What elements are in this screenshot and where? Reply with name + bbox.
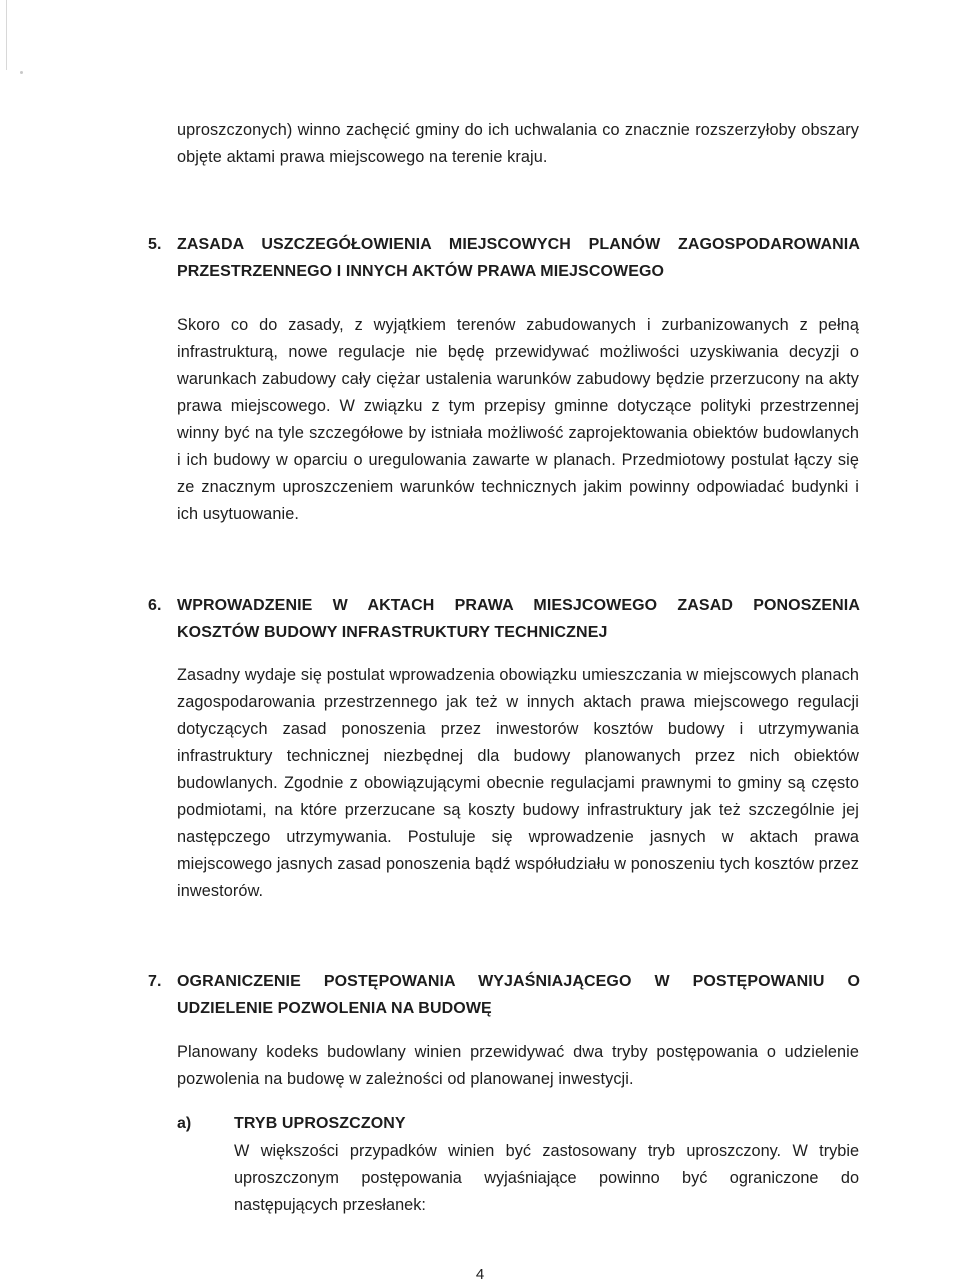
section-6-paragraph: Zasadny wydaje się postulat wprowadzenia obowiązku umieszczania w miejscowych planach zagospodarowania przestrzennego jak też w innych aktach prawa miejscowego regulacji dotyczących zasad ponoszenia przez inwestorów kosztów budowy i utrzymywania infrastruktury technicznej niezbędnej dla budowy planowanych przez nich obiektów budowlanych. Zgodnie z obowiązującymi obecnie regulacjami prawnymi to gminy są często podmiotami, na które przerzucane są koszty budowy infrastruktury jak też szczególnie jej następczego utrzymywania. Postuluje się wprowadzenie jasnych w aktach prawa miejscowego jasnych zasad ponoszenia bądź współudziału w ponoszeniu tych kosztów przez inwestorów. [177, 666, 859, 900]
scan-edge-mark [6, 0, 7, 70]
section-6-heading [148, 592, 860, 646]
subsection-a-label: a) [177, 1115, 192, 1132]
section-7-title-line-2: UDZIELENIE POZWOLENIA NA BUDOWĘ [177, 1000, 492, 1017]
section-6-title-line-1: WPROWADZENIE W AKTACH PRAWA MIESJCOWEGO ZASAD PONOSZENIA [177, 597, 860, 614]
section-7-title-line-1: OGRANICZENIE POSTĘPOWANIA WYJAŚNIAJĄCEGO W POSTĘPOWANIU O [177, 973, 860, 990]
section-7-number: 7. [148, 973, 162, 990]
section-5-title [177, 231, 860, 285]
section-5-paragraph: Skoro co do zasady, z wyjątkiem terenów zabudowanych i zurbanizowanych z pełną infrastrukturą, nowe regulacje nie będę przewidywać możliwości uzyskiwania decyzji o warunkach zabudowy cały ciężar ustalenia warunków zabudowy będzie przerzucony na akty prawa miejscowego. W związku z tym przepisy gminne dotyczące polityki przestrzennej winny być na tyle szczegółowe by istniała możliwość zaprojektowania obiektów budowlanych i ich budowy w oparciu o uregulowania zawarte w planach. Przedmiotowy postulat łączy się ze znacznym uproszczeniem warunków technicznych jakim powinny odpowiadać budynki i ich usytuowanie. [177, 316, 859, 523]
page-number: 4 [475, 1266, 485, 1283]
subsection-a-title: TRYB UPROSZCZONY [234, 1115, 406, 1132]
section-5-heading [148, 231, 860, 285]
section-5-title-line-1: ZASADA USZCZEGÓŁOWIENIA MIEJSCOWYCH PLANÓW ZAGOSPODAROWANIA [177, 236, 860, 253]
section-6-title-line-2: KOSZTÓW BUDOWY INFRASTRUKTURY TECHNICZNEJ [177, 624, 608, 641]
section-5-number: 5. [148, 236, 162, 253]
section-6-title [177, 592, 860, 646]
section-7-paragraph: Planowany kodeks budowlany winien przewidywać dwa tryby postępowania o udzielenie pozwolenia na budowę w zależności od planowanej inwestycji. [177, 1043, 859, 1088]
section-5-title-line-2: PRZESTRZENNEGO I INNYCH AKTÓW PRAWA MIEJSCOWEGO [177, 263, 665, 280]
scan-speck [20, 71, 23, 74]
section-7-title [177, 968, 860, 1022]
section-6-number: 6. [148, 597, 162, 614]
intro-paragraph: uproszczonych) winno zachęcić gminy do ich uchwalania co znacznie rozszerzyłoby obszary objęte aktami prawa miejscowego na terenie kraju. [177, 121, 859, 166]
section-7-heading [148, 968, 860, 1022]
subsection-a-paragraph: W większości przypadków winien być zastosowany tryb uproszczony. W trybie uproszczonym postępowania wyjaśniające powinno być ograniczone do następujących przesłanek: [234, 1142, 859, 1214]
